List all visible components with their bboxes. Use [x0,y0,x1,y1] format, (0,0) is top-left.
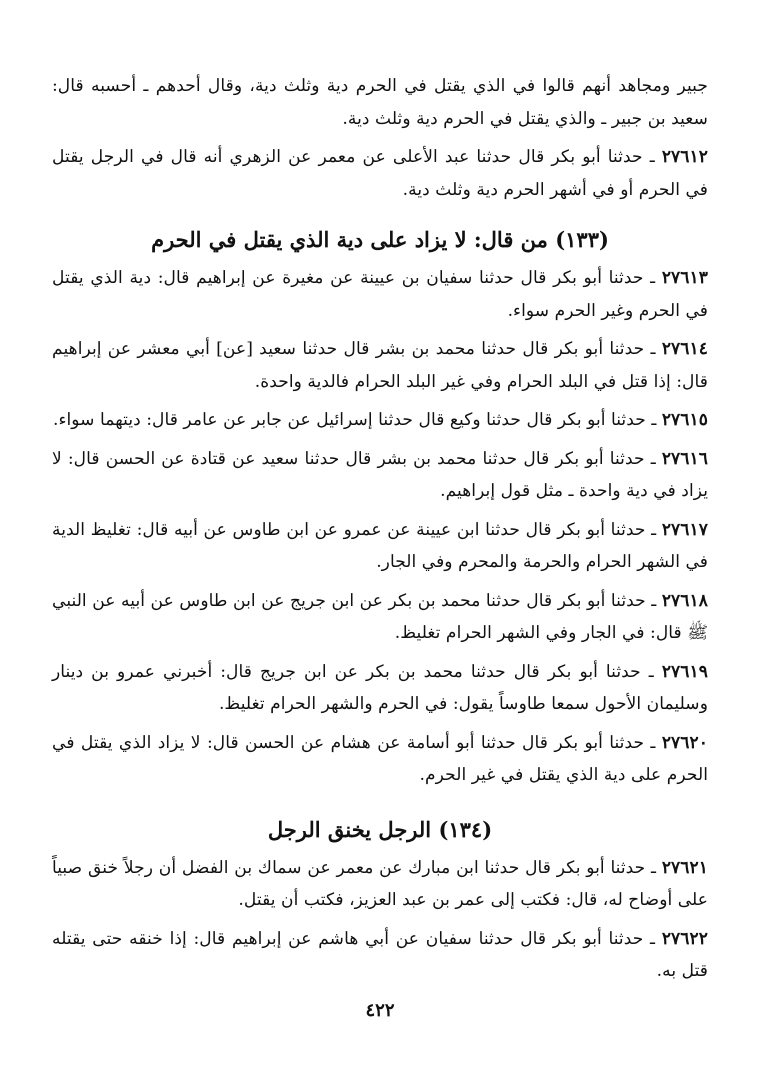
hadith-27615 [52,404,708,437]
hadith-text: ـ حدثنا أبو بكر قال حدثنا عبد الأعلى عن معمر عن الزهري أنه قال في الرجل يقتل في الحرم أو في أشهر الحرم دية وثلث دية. [52,147,708,200]
intro-text: جبير ومجاهد أنهم قالوا في الذي يقتل في الحرم دية وثلث دية، وقال أحدهم ـ أحسبه قال: سعيد بن جبير ـ والذي يقتل في الحرم دية وثلث دية. [52,76,708,129]
hadith-number: ٢٧٦١٦ [661,448,708,469]
hadith-27622 [52,923,708,988]
hadith-27620 [52,727,708,792]
hadith-number: ٢٧٦١٥ [661,410,708,430]
page-number: ٤٢٢ [365,1000,395,1021]
hadith-number: ٢٧٦١٩ [661,661,708,682]
hadith-text: ـ حدثنا أبو بكر قال حدثنا سفيان عن أبي هاشم عن إبراهيم قال: إذا خنقه حتى يقتله قتل به. [52,928,708,981]
hadith-number: ٢٧٦١٢ [661,147,708,167]
hadith-27621 [52,852,708,917]
hadith-text: ـ حدثنا أبو بكر قال حدثنا محمد بن بشر قال حدثنا سعيد [عن] أبي معشر عن إبراهيم قال: إذا قتل في البلد الحرام وفي غير البلد الحرام فالدية واحدة. [52,339,708,392]
hadith-27614 [52,333,708,398]
hadith-text: ـ حدثنا أبو بكر قال حدثنا ابن مبارك عن معمر عن سماك بن الفضل أن رجلاً خنق صبياً على أوضاح له، قال: فكتب إلى عمر بن عبد العزيز، فكتب أن يقتل. [52,857,708,910]
section-heading-134: (١٣٤) الرجل يخنق الرجل [267,816,493,842]
hadith-number: ٢٧٦٢٢ [661,928,708,949]
hadith-27612 [52,141,708,206]
hadith-number: ٢٧٦١٣ [661,268,708,288]
hadith-27619 [52,656,708,721]
hadith-number: ٢٧٦٢٠ [661,732,708,753]
hadith-text: ـ حدثنا أبو بكر قال حدثنا سفيان بن عيينة عن مغيرة عن إبراهيم قال: دية الذي يقتل في الحرم وغير الحرم سواء. [52,268,708,321]
hadith-text: ـ حدثنا أبو بكر قال حدثنا محمد بن بشر قال حدثنا سعيد عن قتادة عن الحسن قال: لا يزاد في دية واحدة ـ مثل قول إبراهيم. [52,448,708,501]
hadith-text: ـ حدثنا أبو بكر قال حدثنا محمد بن بكر عن ابن جريج عن ابن طاوس عن أبيه عن النبي ﷺ قال: في الجار وفي الشهر الحرام تغليظ. [52,590,708,643]
section-heading-133: (١٣٣) من قال: لا يزاد على دية الذي يقتل في الحرم [151,227,609,252]
intro-paragraph [52,70,708,135]
hadith-number: ٢٧٦١٨ [661,590,708,611]
hadith-27617 [52,514,708,579]
hadith-text: ـ حدثنا أبو بكر قال حدثنا ابن عيينة عن عمرو عن ابن طاوس عن أبيه قال: تغليظ الدية في الشهر الحرام والحرمة والمحرم وفي الجار. [52,519,708,572]
hadith-text: ـ حدثنا أبو بكر قال حدثنا محمد بن بكر عن ابن جريج قال: أخبرني عمرو بن دينار وسليمان الأحول سمعا طاوساً يقول: في الحرم والشهر الحرام تغليظ. [52,661,708,714]
hadith-text: ـ حدثنا أبو بكر قال حدثنا وكيع قال حدثنا إسرائيل عن جابر عن عامر قال: ديتهما سواء. [52,410,662,430]
hadith-27613 [52,262,708,327]
hadith-27618 [52,585,708,650]
hadith-number: ٢٧٦١٤ [661,339,708,359]
hadith-27616 [52,443,708,508]
hadith-number: ٢٧٦٢١ [661,857,708,878]
hadith-number: ٢٧٦١٧ [661,519,708,540]
hadith-text: ـ حدثنا أبو بكر قال حدثنا أبو أسامة عن هشام عن الحسن قال: لا يزاد الذي يقتل في الحرم على دية الذي يقتل في غير الحرم. [52,732,708,785]
